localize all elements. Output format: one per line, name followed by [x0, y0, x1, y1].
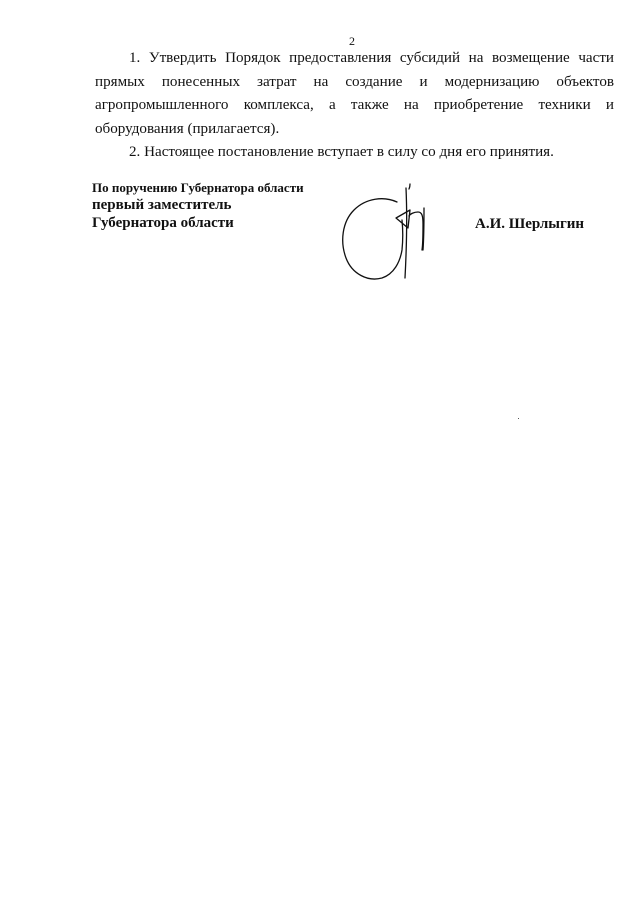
- signatory-position-line-1: первый заместитель: [92, 197, 232, 213]
- page-number: 2: [349, 34, 355, 48]
- handwritten-signature: [336, 180, 446, 288]
- signer-name: А.И. Шерлыгин: [475, 216, 585, 232]
- signatory-position-line-2: Губернатора области: [92, 215, 234, 231]
- scan-speck: [518, 418, 519, 419]
- document-body: [95, 47, 614, 165]
- signature-block: [92, 180, 332, 232]
- signatory-authority-line: По поручению Губернатора области: [92, 180, 304, 195]
- paragraph-1: 1. Утвердить Порядок предоставления субсидий на возмещение части прямых понесенных затрат на создание и модернизацию объектов агропромышленного комплекса, а также на приобретение техники и оборудования (прилагается).: [95, 50, 614, 137]
- paragraph-2: 2. Настоящее постановление вступает в силу со дня его принятия.: [129, 144, 554, 160]
